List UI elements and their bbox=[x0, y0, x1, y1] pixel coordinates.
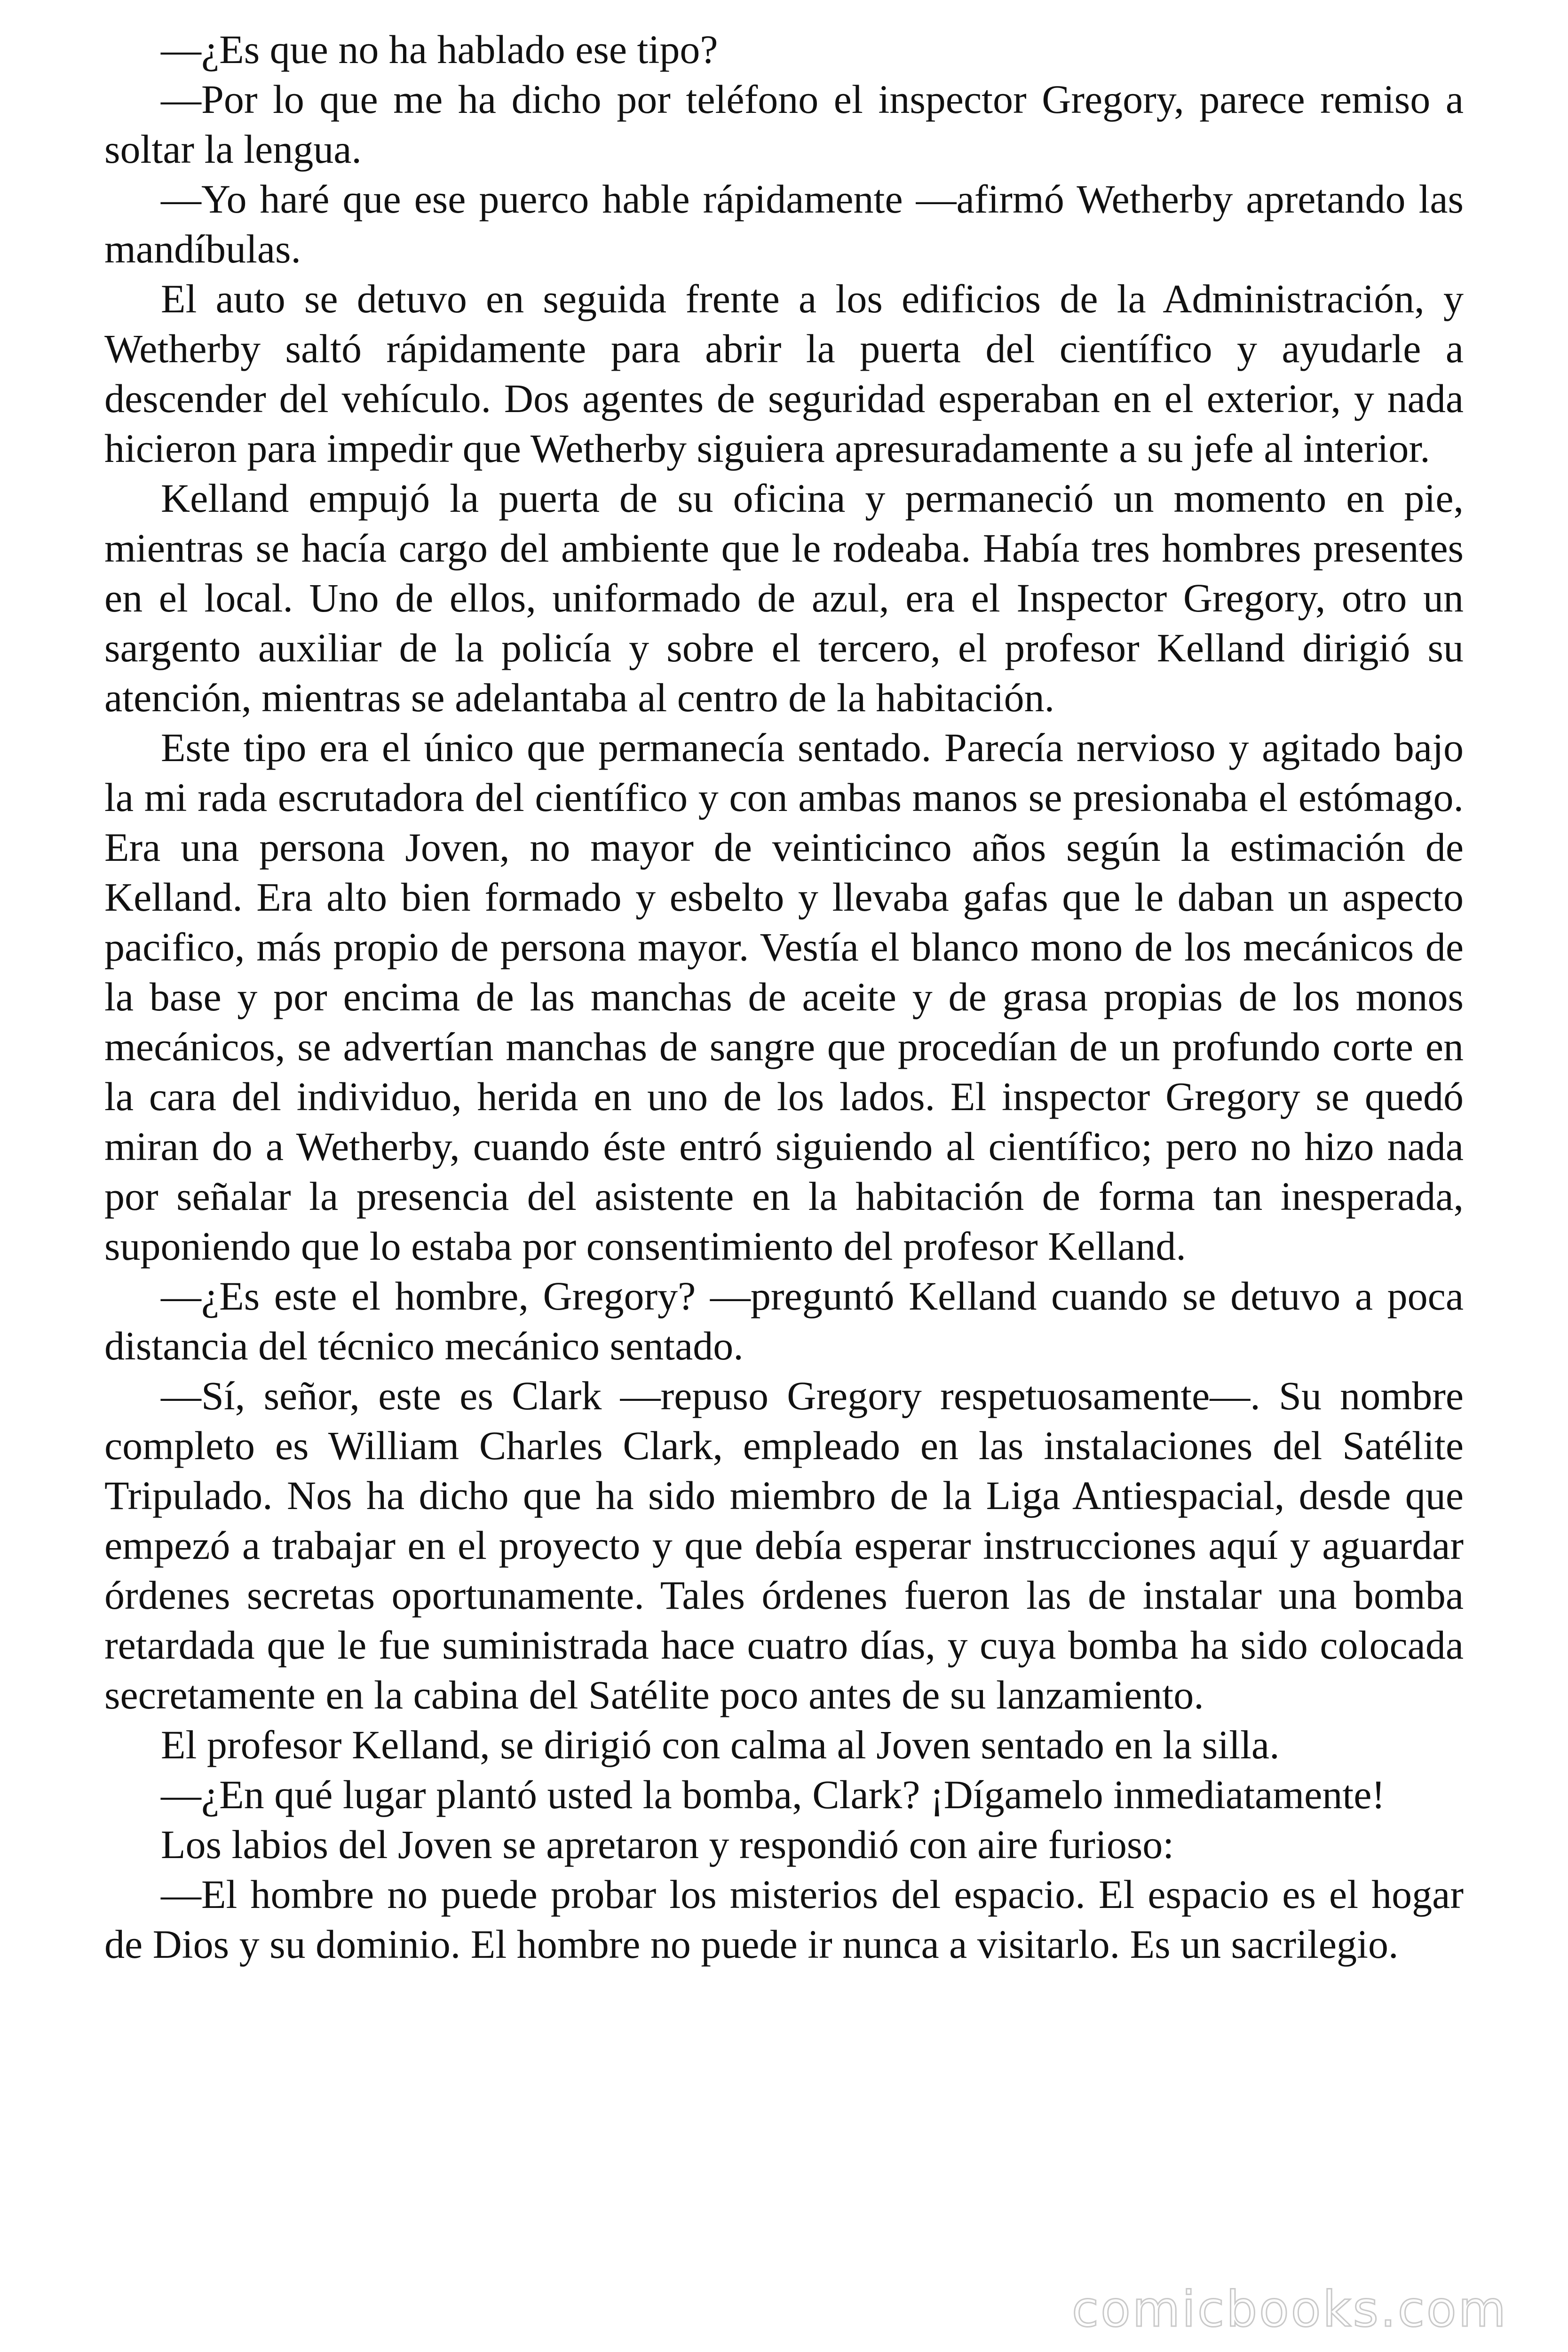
paragraph: El auto se detuvo en seguida frente a los edificios de la Administración, y Wetherby saltó rápidamente para abrir la puerta del científico y ayudarle a descender del vehículo. Dos agentes de seguridad esperaban en el exterior, y nada hicieron para impedir que Wetherby siguiera apresuradamente a su jefe al interior. bbox=[104, 276, 1464, 471]
paragraph: —¿En qué lugar plantó usted la bomba, Clark? ¡Dígamelo inmediatamente! bbox=[161, 1772, 1386, 1817]
paragraph: El profesor Kelland, se dirigió con calma al Joven sentado en la silla. bbox=[161, 1722, 1280, 1767]
paragraph: —Yo haré que ese puerco hable rápidamente —afirmó Wetherby apretando las mandíbulas. bbox=[104, 176, 1464, 271]
paragraph: —¿Es este el hombre, Gregory? —preguntó Kelland cuando se detuvo a poca distancia del técnico mecánico sentado. bbox=[104, 1273, 1464, 1368]
paragraph: Este tipo era el único que permanecía sentado. Parecía nervioso y agitado bajo la mi rada escrutadora del científico y con ambas manos se presionaba el estómago. Era una persona Joven, no mayor de veinticinco años según la estimación de Kelland. Era alto bien formado y esbelto y llevaba gafas que le daban un aspecto pacifico, más propio de persona mayor. Vestía el blanco mono de los mecánicos de la base y por encima de las manchas de aceite y de grasa propias de los monos mecánicos, se advertían manchas de sangre que procedían de un profundo corte en la cara del individuo, herida en uno de los lados. El inspector Gregory se quedó miran do a Wetherby, cuando éste entró siguiendo al científico; pero no hizo nada por señalar la presencia del asistente en la habitación de forma tan inesperada, suponiendo que lo estaba por consentimiento del profesor Kelland. bbox=[104, 725, 1464, 1269]
paragraph: —¿Es que no ha hablado ese tipo? bbox=[161, 27, 718, 72]
paragraph: Kelland empujó la puerta de su oficina y permaneció un momento en pie, mientras se hacía cargo del ambiente que le rodeaba. Había tres hombres presentes en el local. Uno de ellos, uniformado de azul, era el Inspector Gregory, otro un sargento auxiliar de la policía y sobre el tercero, el profesor Kelland dirigió su atención, mientras se adelantaba al centro de la habitación. bbox=[104, 476, 1464, 720]
paragraph: Los labios del Joven se apretaron y respondió con aire furioso: bbox=[161, 1822, 1174, 1867]
book-page bbox=[104, 24, 1464, 1969]
paragraph: —El hombre no puede probar los misterios del espacio. El espacio es el hogar de Dios y su dominio. El hombre no puede ir nunca a visitarlo. Es un sacrilegio. bbox=[104, 1872, 1464, 1967]
paragraph: —Sí, señor, este es Clark —repuso Gregory respetuosamente—. Su nombre completo es William Charles Clark, empleado en las instalaciones del Satélite Tripulado. Nos ha dicho que ha sido miembro de la Liga Antiespacial, desde que empezó a trabajar en el proyecto y que debía esperar instrucciones aquí y aguardar órdenes secretas oportunamente. Tales órdenes fueron las de instalar una bomba retardada que le fue suministrada hace cuatro días, y cuya bomba ha sido colocada secretamente en la cabina del Satélite poco antes de su lanzamiento. bbox=[104, 1373, 1464, 1717]
paragraph: —Por lo que me ha dicho por teléfono el inspector Gregory, parece remiso a soltar la lengua. bbox=[104, 77, 1464, 172]
watermark: comicbooks.com bbox=[1071, 2280, 1508, 2338]
